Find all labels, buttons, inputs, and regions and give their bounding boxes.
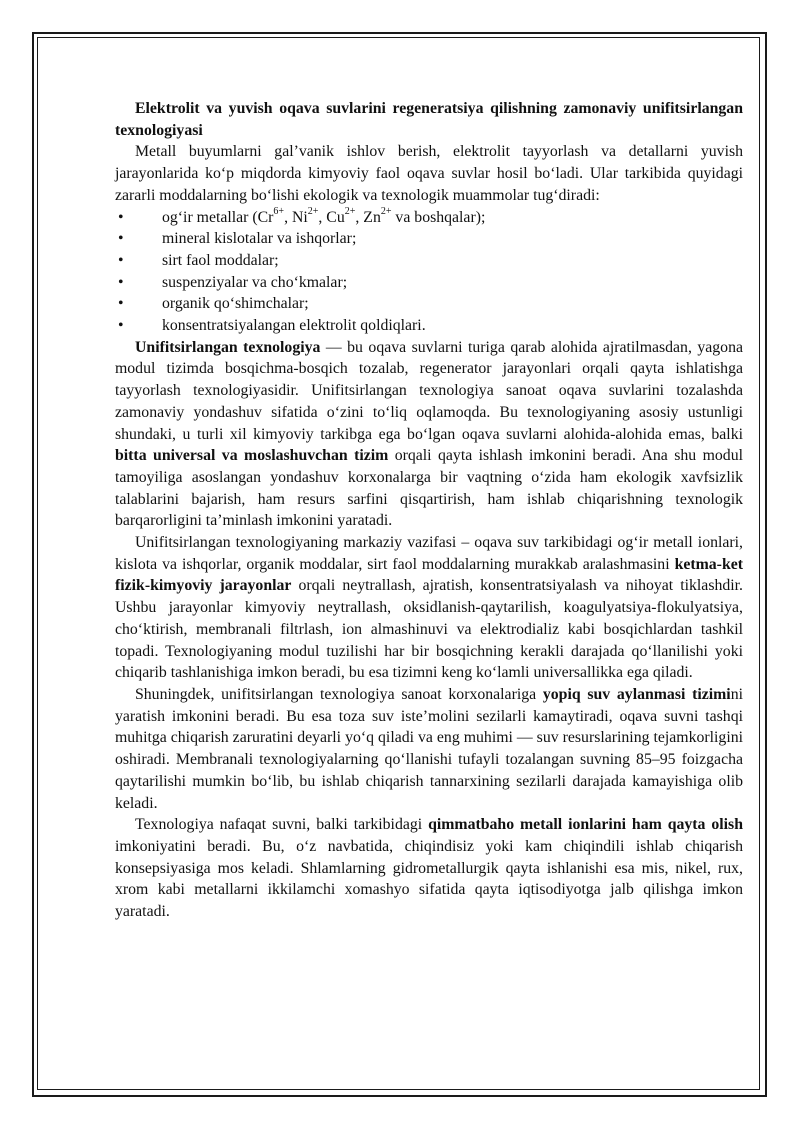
bullet-icon: • [118,251,124,269]
list-item: • suspenziyalar va cho‘kmalar; [115,272,743,294]
list-item: • sirt faol moddalar; [115,250,743,272]
bullet-icon: • [118,317,124,335]
list-item: • konsentratsiyalangan elektrolit qoldiqlari. [115,315,743,337]
bullet-icon: • [118,273,124,291]
bullet-icon: • [118,230,124,248]
list-item: • og‘ir metallar ($Cr^{6+}$, $Ni^{2+}$, $Cu^{2+}$, $Zn^{2+}$ va boshqalar); [115,207,743,229]
list-item: • organik qo‘shimchalar; [115,293,743,315]
pollutant-list [115,207,743,337]
bullet-icon: • [118,208,124,226]
metal-recovery-paragraph: Texnologiya nafaqat suvni, balki tarkibidagi qimmatbaho metall ionlarini ham qayta olish imkoniyatini beradi. Bu, o‘z navbatida, chiqindisiz yoki kam chiqindili ishlab chiqarish konsepsiyasiga mos keladi. Shlamlarning gidrometallurgik qayta ishlanishi esa mis, nikel, rux, xrom kabi metallarni ikkilamchi xomashyo sifatida qayta iqtisodiyotga jalb qilishga imkon yaratadi. [115,816,743,921]
closed-water-cycle-paragraph: Shuningdek, unifitsirlangan texnologiya sanoat korxonalariga yopiq suv aylanmasi tizimini yaratish imkonini beradi. Bu esa toza suv iste’molini sezilarli kamaytiradi, oqava suvni tashqi muhitga chiqarish zaruratini deyarli yo‘q qiladi va eng muhimi — suv resurslarining tejamkorligini oshiradi. Membranali texnologiyalarning qo‘llanishi tufayli tozalangan suvning 85–95 foizgacha qaytarilishi mumkin bo‘lib, bu ishlab chiqarish tannarxining sezilarli darajada kamayishiga olib keladi. [115,685,743,812]
document-body [115,98,743,923]
intro-paragraph: Metall buyumlarni gal’vanik ishlov berish, elektrolit tayyorlash va detallarni yuvish jarayonlarida ko‘p miqdorda kimyoviy faol oqava suvlar hosil bo‘ladi. Ular tarkibida quyidagi zararli moddalarning bo‘lishi ekologik va texnologik muammolar tug‘diradi: [115,143,743,204]
central-task-paragraph: Unifitsirlangan texnologiyaning markaziy vazifasi – oqava suv tarkibidagi og‘ir metall ionlari, kislota va ishqorlar, organik moddalar, sirt faol moddalarning murakkab aralashmasini ketma-ket fizik-kimyoviy jarayonlar orqali neytrallash, ajratish, konsentratsiyalash va nihoyat tiklashdir. Ushbu jarayonlar kimyoviy neytrallash, oksidlanish-qaytarilish, koagulyatsiya-flokulyatsiya, cho‘ktirish, membranali filtrlash, ion almashinuvi va elektrodializ kabi bosqichlardan tashkil topadi. Texnologiyaning modul tuzilishi har bir bosqichning kerakli darajada qo‘llanilishi yoki chiqarib tashlanishiga imkon beradi, bu esa tizimni keng ko‘lamli universallikka ega qiladi. [115,534,743,682]
document-title: Elektrolit va yuvish oqava suvlarini regeneratsiya qilishning zamonaviy unifitsirlangan texnologiyasi [115,100,743,139]
definition-paragraph: Unifitsirlangan texnologiya — bu oqava suvlarni turiga qarab alohida ajratilmasdan, yagona modul tizimda bosqichma-bosqich tozalab, regenerator jarayonlari orqali qayta ishlatishga tayyorlash texnologiyasidir. Unifitsirlangan texnologiya sanoat oqava suvlarini tozalashda zamonaviy yondashuv sifatida o‘zini to‘liq oqlamoqda. Bu texnologiyaning asosiy ustunligi shundaki, u turli xil kimyoviy tarkibga ega bo‘lgan oqava suvlarni alohida-alohida emas, balki bitta universal va moslashuvchan tizim orqali qayta ishlash imkonini beradi. Ana shu modul tamoyiliga asoslangan yondashuv korxonalarga bir vaqtning o‘zida ham ekologik xavfsizlik talablarini bajarish, ham resurs sarfini qisqartirish, ham ishlab chiqarishning texnologik barqarorligini ta’minlash imkonini yaratadi. [115,338,743,530]
list-item: • mineral kislotalar va ishqorlar; [115,228,743,250]
bullet-icon: • [118,295,124,313]
